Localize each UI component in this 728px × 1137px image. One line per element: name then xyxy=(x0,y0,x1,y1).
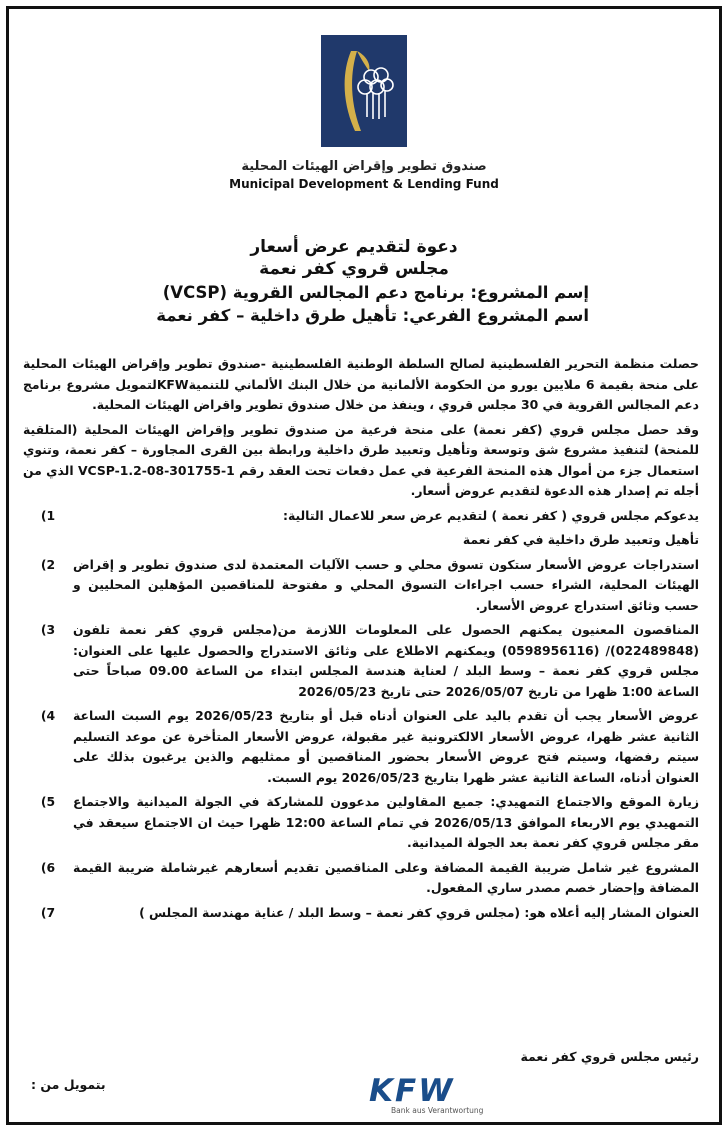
invitation-title: دعوة لتقديم عرض أسعار xyxy=(250,237,458,257)
intro-paragraph-2: وقد حصل مجلس قروي (كفر نعمة) على منحة فرعية من صندوق تطوير وإقراض الهيئات المحلية (المتلقية للمنحة) لتنفيذ مشروع شق وتوسعة وتأهيل وتعبيد طرق داخلية ورابطة بين القرى المجاورة – كفر نعمة، وتنوي استعمال جزء من أموال هذه المنحة الفرعية في عمل دفعات تحت العقد رقم VCSP-1.2-08-301755-1 الذي من أجله تم إصدار هذه الدعوة لتقديم عروض أسعار. xyxy=(23,421,699,498)
item-number: 3) xyxy=(40,622,56,637)
list-item xyxy=(23,706,699,788)
headings xyxy=(119,237,589,327)
intro-paragraph-1: حصلت منظمة التحرير الفلسطينية لصالح السلطة الوطنية الفلسطينية -صندوق تطوير وإقراض الهيئات المحلية على منحة بقيمة 6 ملايين يورو من الحكومة الألمانية من خلال البنك الألماني للتنميةKFWلتمويل مشروع برنامج دعم المجالس القروية في 30 مجلس قروي ، وينفذ من خلال صندوق تطوير واقراض الهيئات المحلية. xyxy=(23,356,700,412)
item-text: المناقصون المعنيون يمكنهم الحصول على المعلومات اللازمة من(مجلس قروي كفر نعمة تلفون (022489848)/ (0598956116) ويمكنهم الاطلاع على وثائق الاستدراج والحصول عليها على العنوان: مجلس قروي كفر نعمة – وسط البلد / لعناية هندسة المجلس ابتداء من الساعة 09.00 صباحاً حتى الساعة 1:00 ظهرا من تاريخ 2026/05/07 حتى تاريخ 2026/05/23 xyxy=(73,622,699,699)
list-item xyxy=(23,792,699,854)
org-name-english: Municipal Development & Lending Fund xyxy=(229,177,499,191)
list-item xyxy=(23,506,699,527)
list-item xyxy=(23,620,699,702)
item-number: 1) xyxy=(40,507,56,523)
council-name: مجلس قروي كفر نعمة xyxy=(259,259,449,279)
list-item xyxy=(23,555,699,617)
funding-label: بتمويل من : xyxy=(31,1077,106,1092)
item-number: 5) xyxy=(40,794,56,809)
kfw-tagline: Bank aus Verantwortung xyxy=(391,1106,484,1115)
subproject-name: اسم المشروع الفرعي: تأهيل طرق داخلية – كفر نعمة xyxy=(156,306,589,325)
kfw-logo-text: KFW xyxy=(369,1073,455,1109)
kfw-logo xyxy=(369,1075,559,1113)
tree-icon xyxy=(321,35,407,147)
item-number: 2) xyxy=(40,556,56,572)
org-name-arabic: صندوق تطوير وإقراض الهيئات المحلية xyxy=(241,159,487,174)
council-head-signature: رئيس مجلس قروي كفر نعمة xyxy=(520,1049,699,1064)
works-description: تأهيل وتعبيد طرق داخلية في كفر نعمة xyxy=(462,532,699,547)
list-item xyxy=(23,903,699,924)
item-text: استدراجات عروض الأسعار ستكون تسوق محلي و حسب الآليات المعتمدة لدى صندوق تطوير و إقراض الهيئات المحلية، الشراء حسب اجراءات التسوق المحلي و مفتوحة للمناقصين المؤهلين المحليين و حسب وثائق استدراج عروض الأسعار. xyxy=(73,556,699,613)
item-number: 4) xyxy=(40,708,56,723)
list-item xyxy=(23,858,699,899)
announcement-page xyxy=(6,6,722,1125)
item-text: العنوان المشار إليه أعلاه هو: (مجلس قروي كفر نعمة – وسط البلد / عناية مهندسة المجلس ) xyxy=(139,904,699,920)
item-text: المشروع غير شامل ضريبة القيمة المضافة وعلى المناقصين تقديم أسعارهم غيرشاملة ضريبة القيمة المضافة وإحضار خصم مصدر ساري المفعول. xyxy=(73,859,699,895)
announcement-body xyxy=(23,354,699,927)
logo-box xyxy=(321,35,407,147)
item-number: 6) xyxy=(40,859,56,875)
item-text: زيارة الموقع والاجتماع التمهيدي: جميع المقاولين مدعوون للمشاركة في الجولة الميدانية والاجتماع التمهيدي يوم الاربعاء الموافق 2026/05/13 في تمام الساعة 12:00 ظهرا حيث ان الاجتماع سيعقد في مقر مجلس قروي كفر نعمة بعد الجولة الميدانية. xyxy=(73,794,699,850)
item-text: عروض الأسعار يجب أن تقدم باليد على العنوان أدناه قبل أو بتاريخ 2026/05/23 يوم السبت الساعة الثانية عشر ظهرا، عروض الأسعار الالكترونية غير مقبولة، عروض الأسعار المتأخرة عن موعد التسليم سيتم رفضها، وسيتم فتح عروض الأسعار بحضور المناقصين أو ممثليهم والذين يرغبون بذلك على العنوان أدناه، الساعة الثانية عشر ظهرا بتاريخ 2026/05/23 يوم السبت. xyxy=(73,708,699,785)
project-name: إسم المشروع: برنامج دعم المجالس القروية (VCSP) xyxy=(162,283,589,302)
item-number: 7) xyxy=(40,904,56,920)
mdlf-logo xyxy=(9,35,719,151)
item-text: يدعوكم مجلس قروي ( كفر نعمة ) لتقديم عرض سعر للاعمال التالية: xyxy=(283,507,699,523)
